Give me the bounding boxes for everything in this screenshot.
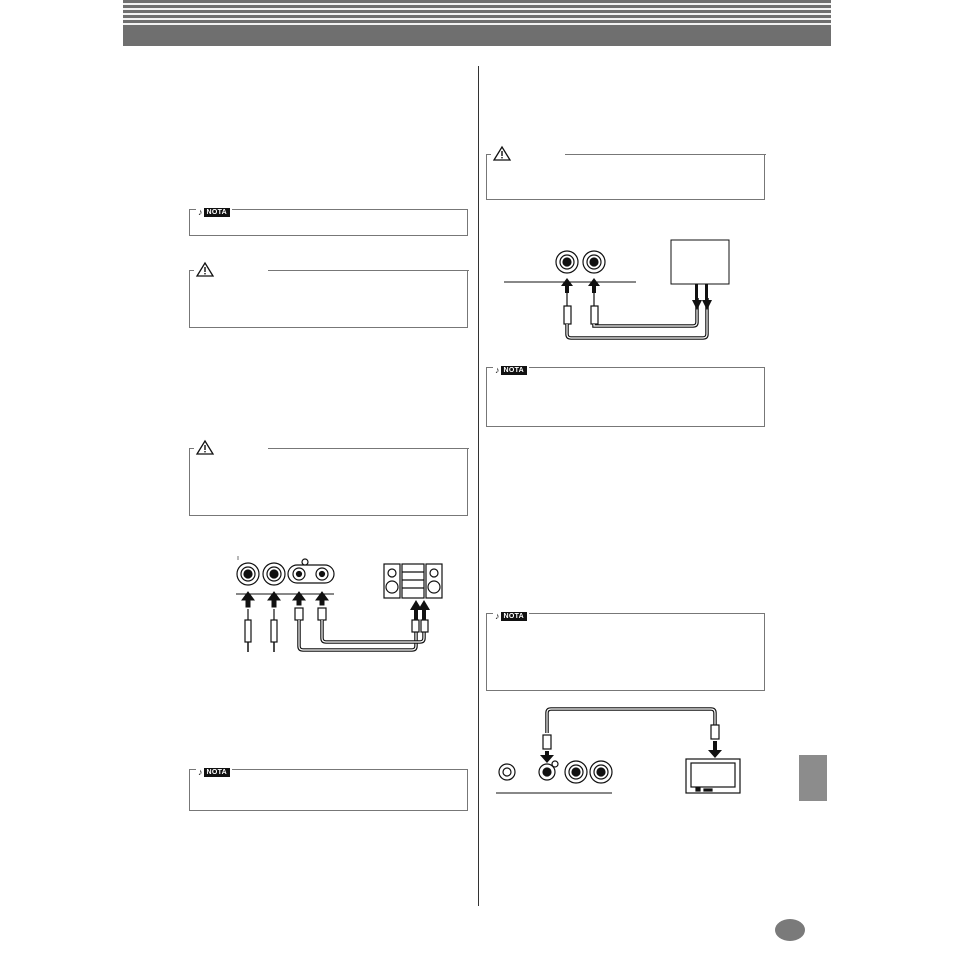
input-jack [556,251,605,273]
video-output-diagram [494,703,754,799]
page-number-badge [775,919,805,941]
nota-box [189,769,468,811]
nota-label: NOTA [204,768,231,777]
nota-label: NOTA [501,612,528,621]
nota-tag [493,611,529,621]
caution-box [189,448,468,516]
nota-tag [196,207,232,217]
caution-box [189,270,468,328]
nota-label: NOTA [501,366,528,375]
music-note-icon: ♪ [495,611,500,621]
music-note-icon: ♪ [495,365,500,375]
video-jack [499,761,612,783]
chapter-tab [799,755,827,801]
rca-jack [288,559,334,583]
nota-tag [493,365,529,375]
external-device [671,240,729,284]
header-band [123,0,831,46]
music-note-icon: ♪ [198,767,203,777]
tv-monitor [686,759,740,793]
nota-label: NOTA [204,208,231,217]
warning-triangle-icon [196,262,214,277]
nota-box [486,613,765,691]
warning-triangle-icon [493,146,511,161]
caution-box [486,154,765,200]
nota-box [486,367,765,427]
nota-tag [196,767,232,777]
audio-output-diagram [228,554,458,654]
nota-box [189,209,468,236]
output-jack [237,563,285,585]
column-divider [478,66,479,906]
speaker-system [384,564,442,598]
music-note-icon: ♪ [198,207,203,217]
audio-input-diagram [502,238,742,343]
warning-triangle-icon [196,440,214,455]
